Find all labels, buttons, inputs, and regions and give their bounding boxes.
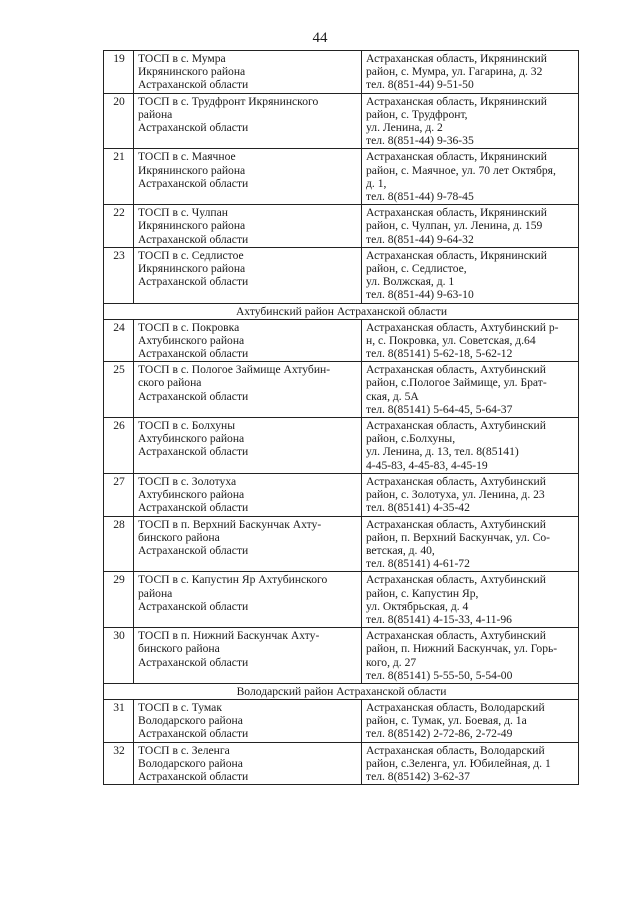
address-line: тел. 8(85141) 4-61-72 <box>366 557 470 571</box>
address-line: Астраханская область, Ахтубинский р- <box>366 320 559 334</box>
address-line: район, с. Трудфронт, <box>366 107 468 121</box>
address-line: район, п. Нижний Баскунчак, ул. Горь- <box>366 642 558 656</box>
office-name-cell <box>134 699 362 742</box>
office-name-line: ТОСП в с. Покровка <box>138 320 240 334</box>
row-number: 22 <box>104 205 134 248</box>
office-name-cell <box>134 319 362 362</box>
table-row <box>104 742 579 785</box>
office-name-line: ТОСП в с. Трудфронт Икрянинского <box>138 94 319 108</box>
registry-table <box>103 50 579 785</box>
office-name-cell <box>134 516 362 572</box>
office-name-line: Астраханской области <box>138 599 249 613</box>
office-name-line: Астраханской области <box>138 445 249 459</box>
address-line: Астраханская область, Володарский <box>366 700 545 714</box>
address-line: Астраханская область, Ахтубинский <box>366 629 546 643</box>
address-line: Астраханская область, Икрянинский <box>366 150 547 164</box>
address-line: район, с. Мумра, ул. Гагарина, д. 32 <box>366 65 543 79</box>
address-line: тел. 8(85142) 3-62-37 <box>366 769 470 783</box>
office-name-line: ского района <box>138 376 202 390</box>
registry-body <box>104 51 579 785</box>
office-name-line: Астраханской области <box>138 121 249 135</box>
office-name-line: Астраханской области <box>138 347 249 361</box>
address-line: тел. 8(85141) 4-15-33, 4-11-96 <box>366 612 512 626</box>
office-name-cell <box>134 628 362 684</box>
office-name-line: Ахтубинского района <box>138 432 245 446</box>
office-name-cell <box>134 473 362 516</box>
address-line: тел. 8(851-44) 9-63-10 <box>366 288 474 302</box>
office-name-line: ТОСП в с. Тумак <box>138 700 222 714</box>
address-line: ул. Волжская, д. 1 <box>366 275 455 289</box>
section-title: Володарский район Астраханской области <box>104 683 579 699</box>
office-name-line: Астраханской области <box>138 389 249 403</box>
address-line: район, с. Тумак, ул. Боевая, д. 1а <box>366 714 527 728</box>
office-name-line: ТОСП в с. Мумра <box>138 52 226 65</box>
office-name-line: Астраханской области <box>138 78 249 92</box>
row-number: 25 <box>104 362 134 418</box>
office-name-line: ТОСП в с. Болхуны <box>138 419 235 433</box>
office-name-line: Икрянинского района <box>138 163 246 177</box>
address-line: район, с. Капустин Яр, <box>366 586 479 600</box>
address-line: Астраханская область, Ахтубинский <box>366 573 546 587</box>
address-line: тел. 8(85141) 5-64-45, 5-64-37 <box>366 402 513 416</box>
section-row <box>104 303 579 319</box>
address-cell <box>362 247 579 303</box>
address-line: ветская, д. 40, <box>366 543 435 557</box>
office-name-line: района <box>138 586 173 600</box>
section-title: Ахтубинский район Астраханской области <box>104 303 579 319</box>
row-number: 24 <box>104 319 134 362</box>
office-name-cell <box>134 205 362 248</box>
office-name-line: ТОСП в с. Золотуха <box>138 474 237 488</box>
address-line: тел. 8(85141) 4-35-42 <box>366 501 470 515</box>
table-row <box>104 362 579 418</box>
section-row <box>104 683 579 699</box>
office-name-line: ТОСП в с. Капустин Яр Ахтубинского <box>138 573 328 587</box>
office-name-line: Астраханской области <box>138 232 249 246</box>
row-number: 19 <box>104 51 134 94</box>
table-row <box>104 699 579 742</box>
address-cell <box>362 93 579 149</box>
table-row <box>104 572 579 628</box>
address-line: Астраханская область, Ахтубинский <box>366 363 546 377</box>
office-name-line: Володарского района <box>138 756 243 770</box>
office-name-cell <box>134 572 362 628</box>
page-number: 44 <box>312 30 328 46</box>
address-line: ская, д. 5А <box>366 389 419 403</box>
office-name-line: бинского района <box>138 530 220 544</box>
table-row <box>104 247 579 303</box>
row-number: 28 <box>104 516 134 572</box>
address-line: тел. 8(85142) 2-72-86, 2-72-49 <box>366 727 513 741</box>
office-name-line: бинского района <box>138 642 220 656</box>
address-line: 4-45-83, 4-45-83, 4-45-19 <box>366 458 488 472</box>
row-number: 20 <box>104 93 134 149</box>
address-cell <box>362 628 579 684</box>
office-name-line: Икрянинского района <box>138 262 246 276</box>
address-line: тел. 8(851-44) 9-78-45 <box>366 190 474 204</box>
office-name-line: ТОСП в с. Седлистое <box>138 248 244 262</box>
address-line: н, с. Покровка, ул. Советская, д.64 <box>366 333 536 347</box>
address-line: район, с.Пологое Займище, ул. Брат- <box>366 376 547 390</box>
table-row <box>104 516 579 572</box>
table-row <box>104 319 579 362</box>
address-line: Астраханская область, Икрянинский <box>366 94 547 108</box>
address-line: тел. 8(851-44) 9-64-32 <box>366 232 474 246</box>
address-line: тел. 8(85141) 5-55-50, 5-54-00 <box>366 668 513 682</box>
address-cell <box>362 516 579 572</box>
office-name-line: Икрянинского района <box>138 219 246 233</box>
table-row <box>104 149 579 205</box>
address-cell <box>362 149 579 205</box>
office-name-line: ТОСП в п. Верхний Баскунчак Ахту- <box>138 517 322 531</box>
row-number: 32 <box>104 742 134 785</box>
address-line: район, с. Золотуха, ул. Ленина, д. 23 <box>366 488 545 502</box>
address-line: ул. Октябрьская, д. 4 <box>366 599 469 613</box>
address-cell <box>362 205 579 248</box>
office-name-line: Астраханской области <box>138 275 249 289</box>
address-line: район, с.Зеленга, ул. Юбилейная, д. 1 <box>366 756 551 770</box>
office-name-line: Астраханской области <box>138 727 249 741</box>
office-name-cell <box>134 362 362 418</box>
address-line: Астраханская область, Володарский <box>366 743 545 757</box>
address-cell <box>362 742 579 785</box>
table-row <box>104 628 579 684</box>
office-name-line: района <box>138 107 173 121</box>
table-row <box>104 473 579 516</box>
row-number: 31 <box>104 699 134 742</box>
office-name-cell <box>134 93 362 149</box>
address-line: Астраханская область, Икрянинский <box>366 52 547 65</box>
address-line: Астраханская область, Ахтубинский <box>366 419 546 433</box>
address-cell <box>362 362 579 418</box>
office-name-cell <box>134 742 362 785</box>
table-row <box>104 205 579 248</box>
office-name-line: Астраханской области <box>138 501 249 515</box>
office-name-line: ТОСП в с. Маячное <box>138 150 236 164</box>
office-name-line: Ахтубинского района <box>138 488 245 502</box>
address-line: д. 1, <box>366 176 387 190</box>
office-name-cell <box>134 149 362 205</box>
row-number: 26 <box>104 418 134 474</box>
address-line: район, п. Верхний Баскунчак, ул. Со- <box>366 530 551 544</box>
office-name-line: ТОСП в с. Чулпан <box>138 206 228 220</box>
address-line: район, с.Болхуны, <box>366 432 456 446</box>
table-row <box>104 93 579 149</box>
address-line: район, с. Седлистое, <box>366 262 467 276</box>
office-name-cell <box>134 418 362 474</box>
office-name-line: Астраханской области <box>138 543 249 557</box>
row-number: 27 <box>104 473 134 516</box>
address-line: район, с. Чулпан, ул. Ленина, д. 159 <box>366 219 543 233</box>
address-line: кого, д. 27 <box>366 655 417 669</box>
address-cell <box>362 319 579 362</box>
address-line: ул. Ленина, д. 13, тел. 8(85141) <box>366 445 519 459</box>
office-name-line: Икрянинского района <box>138 65 246 79</box>
row-number: 23 <box>104 247 134 303</box>
office-name-cell <box>134 247 362 303</box>
address-line: тел. 8(851-44) 9-51-50 <box>366 78 474 92</box>
address-line: Астраханская область, Икрянинский <box>366 206 547 220</box>
table-row <box>104 51 579 94</box>
address-cell <box>362 572 579 628</box>
office-name-line: Астраханской области <box>138 769 249 783</box>
address-line: Астраханская область, Икрянинский <box>366 248 547 262</box>
office-name-line: ТОСП в с. Зеленга <box>138 743 230 757</box>
row-number: 21 <box>104 149 134 205</box>
address-line: Астраханская область, Ахтубинский <box>366 474 546 488</box>
office-name-line: ТОСП в п. Нижний Баскунчак Ахту- <box>138 629 320 643</box>
office-name-line: Астраханской области <box>138 176 249 190</box>
office-name-line: ТОСП в с. Пологое Займище Ахтубин- <box>138 363 331 377</box>
office-name-line: Ахтубинского района <box>138 333 245 347</box>
address-line: Астраханская область, Ахтубинский <box>366 517 546 531</box>
office-name-line: Астраханской области <box>138 655 249 669</box>
address-line: тел. 8(851-44) 9-36-35 <box>366 134 474 148</box>
table-row <box>104 418 579 474</box>
address-cell <box>362 473 579 516</box>
address-cell <box>362 699 579 742</box>
address-line: ул. Ленина, д. 2 <box>366 121 443 135</box>
row-number: 29 <box>104 572 134 628</box>
office-name-cell <box>134 51 362 94</box>
office-name-line: Володарского района <box>138 714 243 728</box>
address-line: район, с. Маячное, ул. 70 лет Октября, <box>366 163 556 177</box>
address-cell <box>362 51 579 94</box>
address-cell <box>362 418 579 474</box>
address-line: тел. 8(85141) 5-62-18, 5-62-12 <box>366 347 513 361</box>
row-number: 30 <box>104 628 134 684</box>
